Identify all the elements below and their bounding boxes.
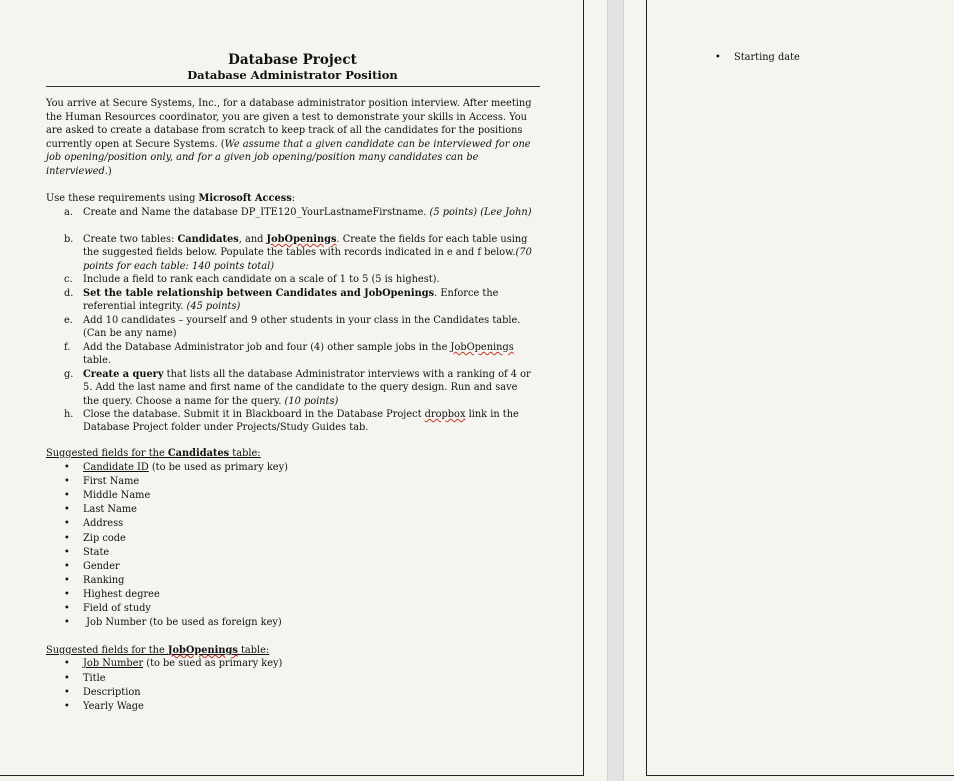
list-item: • Job Number (to be used as foreign key) <box>64 617 282 628</box>
list-item: • Ranking <box>64 575 125 586</box>
document-subtitle: Database Administrator Position <box>187 68 398 82</box>
document-title: Database Project <box>228 52 357 68</box>
document-page-2 <box>646 0 954 776</box>
list-item: • State <box>64 547 110 558</box>
list-item: • Middle Name <box>64 490 151 501</box>
list-item: • Gender <box>64 561 120 572</box>
requirements-intro: Use these requirements using Microsoft Access: <box>46 193 296 204</box>
list-item: • Zip code <box>64 533 126 544</box>
list-item: • First Name <box>64 476 140 487</box>
page-gutter <box>607 0 624 781</box>
candidates-fields-heading: Suggested fields for the Candidates table: <box>46 448 261 459</box>
jobopenings-fields-heading: Suggested fields for the JobOpenings table: <box>46 645 270 656</box>
list-item: • Starting date <box>715 52 800 63</box>
list-item: • Title <box>64 673 106 684</box>
list-item: • Highest degree <box>64 589 160 600</box>
list-item: • Last Name <box>64 504 137 515</box>
list-item: • Yearly Wage <box>64 701 144 712</box>
list-item: • Address <box>64 518 124 529</box>
list-item: • Description <box>64 687 141 698</box>
list-item: • Field of study <box>64 603 151 614</box>
list-item: • Job Number (to be sued as primary key) <box>64 658 283 669</box>
list-item: • Candidate ID (to be used as primary key) <box>64 462 288 473</box>
title-rule <box>46 86 540 87</box>
document-page-1: Database Project Database Administrator Position You arrive at Secure Systems, Inc., for a database administrator position interview. After meeting the Human Resources coordinator, you are given a test to demonstrate your skills in Access. You are asked to create a database from scratch to keep track of all the candidates for the positions currently open at Secure Systems. (We assume that a given candidate can be interviewed for one job opening/position only, and for a given job opening/position many candidates can be interviewed.) Use these requirements using Microsoft Access: a. Create and Name the database DP_ITE120_YourLastnameFirstname. (5 points) (Lee John) b. Create two tables: Candidates, and JobOpenings. Create the fields for each table using the suggested fields below. Populate the tables with records indicated in e and f below.(70 points for each table: 140 points total) c. Include a field to rank each candidate on a scale of 1 to 5 (5 is highest). d. Set the table relationship between Candidates and JobOpenings. Enforce the referential integrity. (45 points) e. Add 10 candidates – yourself and 9 other students in your class in the Candidates table. (Can be any name) f. Add the Database Administrator job and four (4) other sample jobs in the JobOpenings table. g. Create a query that lists all the database Administrator interviews with a ranking of 4 or 5. Add the last name and first name of the candidate to the query design. Run and save the query. Choose a name for the query. (10 points) h. Close the database. Submit it in Blackboard in the Database Project dropbox link in the Database Project folder under Projects/Study Guides tab. Suggested fields for the Candidates table: • Candidate ID (to be used as primary key) • First Name • Middle Name • Last Name • Address • Zip code • State • Gender • Ranking • Highest degree • Field of study • Job Number (to be used as foreign key) Suggested fields for the JobOpenings table: • Job Number (to be sued as primary key) • Title • Description • Yearly Wage <box>0 0 584 776</box>
intro-paragraph: You arrive at Secure Systems, Inc., for a database administrator position interview. After meeting the Human Resources coordinator, you are given a test to demonstrate your skills in Access. You are asked to create a database from scratch to keep track of all the candidates for the positions currently open at Secure Systems. (We assume that a given candidate can be interviewed for one job opening/position only, and for a given job opening/position many candidates can be interviewed.) <box>46 98 532 177</box>
